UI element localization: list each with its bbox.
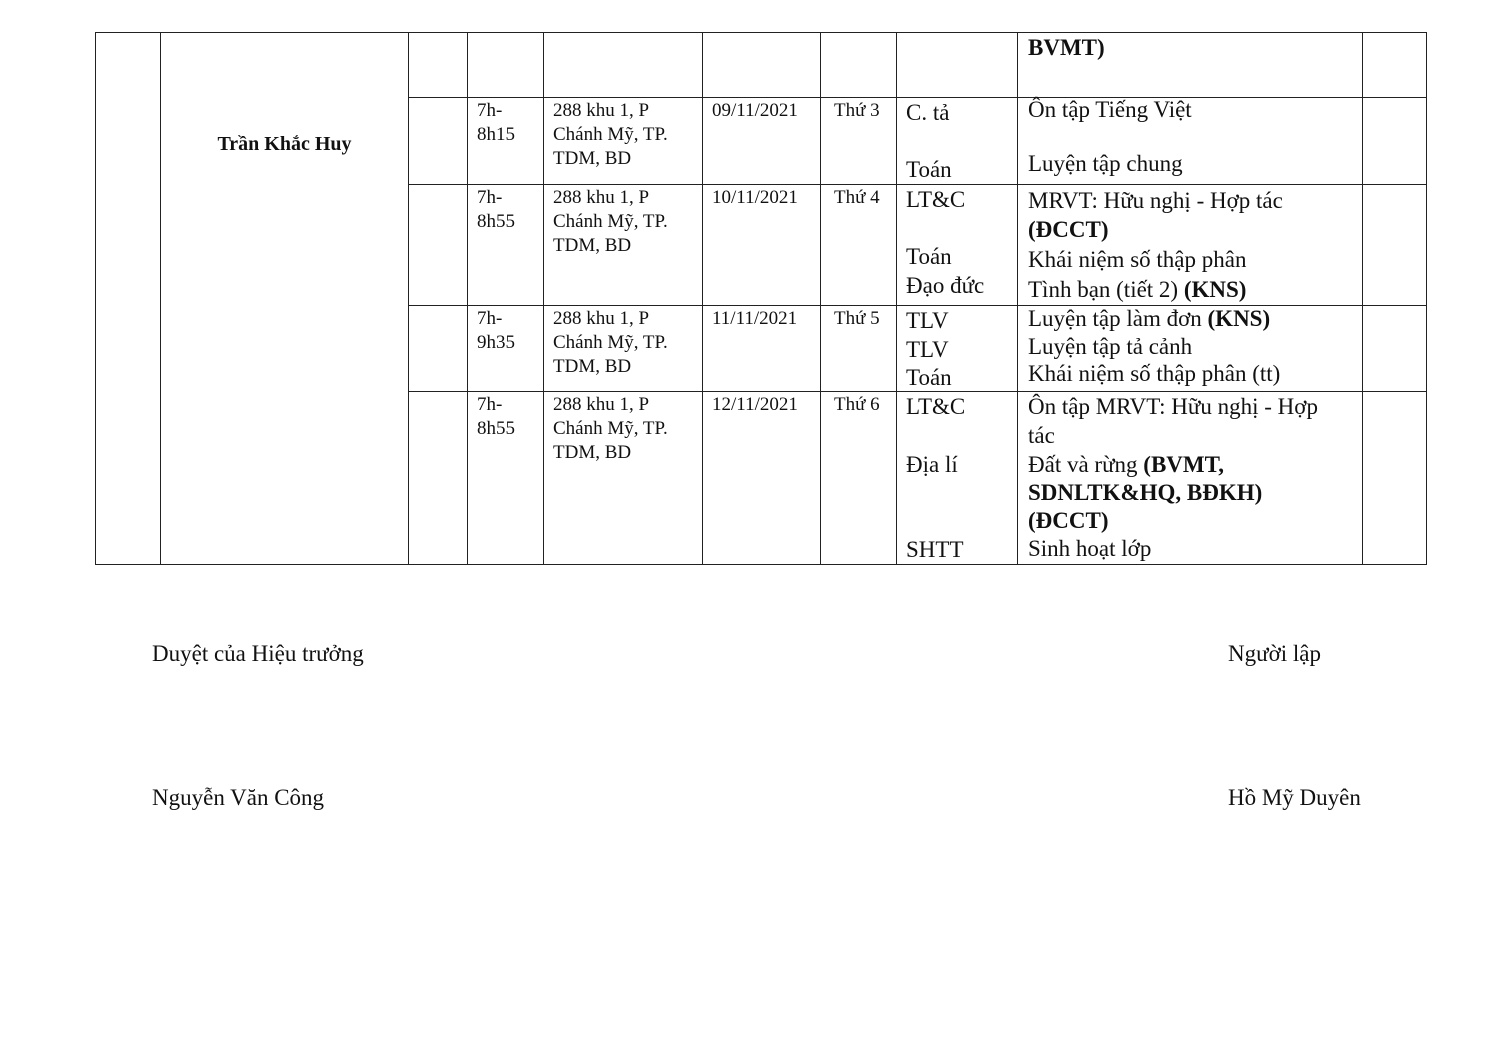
content-tag: (BVMT, xyxy=(1143,452,1224,477)
content-line xyxy=(1028,305,1270,333)
subject-line: TLV xyxy=(906,337,949,362)
content-line: MRVT: Hữu nghị - Hợp tác xyxy=(1028,188,1283,213)
col-divider xyxy=(896,32,897,565)
col-divider xyxy=(160,32,161,565)
date-cell: 09/11/2021 xyxy=(712,100,798,121)
content-line: Luyện tập tả cảnh xyxy=(1028,334,1193,359)
subject-line: Toán xyxy=(906,244,952,269)
address-line: TDM, BD xyxy=(553,148,632,169)
principal-approval-title: Duyệt của Hiệu trưởng xyxy=(152,641,364,666)
time-line: 7h- xyxy=(477,394,503,415)
date-cell: 12/11/2021 xyxy=(712,394,798,415)
content-line: (ĐCCT) xyxy=(1028,508,1109,533)
subject-line: Toán xyxy=(906,365,952,390)
subject-line: Toán xyxy=(906,157,952,182)
table-border-bottom xyxy=(95,564,1427,565)
row-divider xyxy=(408,97,1427,98)
content-line xyxy=(1028,276,1246,304)
content-line: (ĐCCT) xyxy=(1028,217,1109,242)
col-divider xyxy=(408,32,409,565)
content-line xyxy=(1028,451,1224,479)
day-cell: Thứ 3 xyxy=(834,100,880,121)
day-cell: Thứ 6 xyxy=(834,394,880,415)
address-line: 288 khu 1, P xyxy=(553,394,650,415)
col-divider xyxy=(1426,32,1427,565)
content-tag: (KNS) xyxy=(1183,277,1247,302)
col-divider xyxy=(543,32,544,565)
address-line: Chánh Mỹ, TP. xyxy=(553,418,668,439)
col-divider xyxy=(820,32,821,565)
content-line: tác xyxy=(1028,423,1055,448)
content-text: Đất và rừng xyxy=(1028,452,1144,477)
subject-line: SHTT xyxy=(906,537,964,562)
col-divider xyxy=(95,32,96,565)
subject-line: LT&C xyxy=(906,394,966,419)
address-line: 288 khu 1, P xyxy=(553,187,650,208)
time-line: 7h- xyxy=(477,100,503,121)
content-line: Ôn tập MRVT: Hữu nghị - Hợp xyxy=(1028,394,1318,419)
content-line: Ôn tập Tiếng Việt xyxy=(1028,97,1192,122)
col-divider xyxy=(702,32,703,565)
time-line: 9h35 xyxy=(477,332,515,353)
address-line: 288 khu 1, P xyxy=(553,308,650,329)
content-text: Luyện tập làm đơn xyxy=(1028,306,1208,331)
day-cell: Thứ 5 xyxy=(834,308,880,329)
content-line: SDNLTK&HQ, BĐKH) xyxy=(1028,480,1263,505)
row-divider xyxy=(408,184,1427,185)
address-line: Chánh Mỹ, TP. xyxy=(553,211,668,232)
content-tag: (KNS) xyxy=(1207,306,1271,331)
col-divider xyxy=(467,32,468,565)
address-line: TDM, BD xyxy=(553,235,632,256)
col-divider xyxy=(1017,32,1018,565)
teacher-name: Trần Khắc Huy xyxy=(217,133,352,155)
address-line: Chánh Mỹ, TP. xyxy=(553,124,668,145)
content-line: Sinh hoạt lớp xyxy=(1028,536,1152,561)
time-line: 7h- xyxy=(477,308,503,329)
content-line: BVMT) xyxy=(1028,35,1105,60)
content-text: Tình bạn (tiết 2) xyxy=(1028,277,1184,302)
subject-line: Địa lí xyxy=(906,452,958,477)
subject-line: LT&C xyxy=(906,187,966,212)
date-cell: 10/11/2021 xyxy=(712,187,798,208)
day-cell: Thứ 4 xyxy=(834,187,880,208)
content-line: Khái niệm số thập phân (tt) xyxy=(1028,361,1281,386)
address-line: TDM, BD xyxy=(553,356,632,377)
subject-line: C. tả xyxy=(906,100,950,125)
content-line: Luyện tập chung xyxy=(1028,151,1183,176)
date-cell: 11/11/2021 xyxy=(712,308,798,329)
preparer-title: Người lập xyxy=(1228,641,1321,666)
row-divider xyxy=(408,305,1427,306)
time-line: 7h- xyxy=(477,187,503,208)
address-line: Chánh Mỹ, TP. xyxy=(553,332,668,353)
address-line: TDM, BD xyxy=(553,442,632,463)
subject-line: TLV xyxy=(906,308,949,333)
address-line: 288 khu 1, P xyxy=(553,100,650,121)
col-divider xyxy=(1362,32,1363,565)
table-border-top xyxy=(95,32,1427,33)
time-line: 8h55 xyxy=(477,418,515,439)
subject-line: Đạo đức xyxy=(906,273,985,298)
preparer-name: Hồ Mỹ Duyên xyxy=(1228,785,1361,810)
time-line: 8h15 xyxy=(477,124,515,145)
time-line: 8h55 xyxy=(477,211,515,232)
principal-name: Nguyễn Văn Công xyxy=(152,785,325,810)
content-line: Khái niệm số thập phân xyxy=(1028,247,1247,272)
